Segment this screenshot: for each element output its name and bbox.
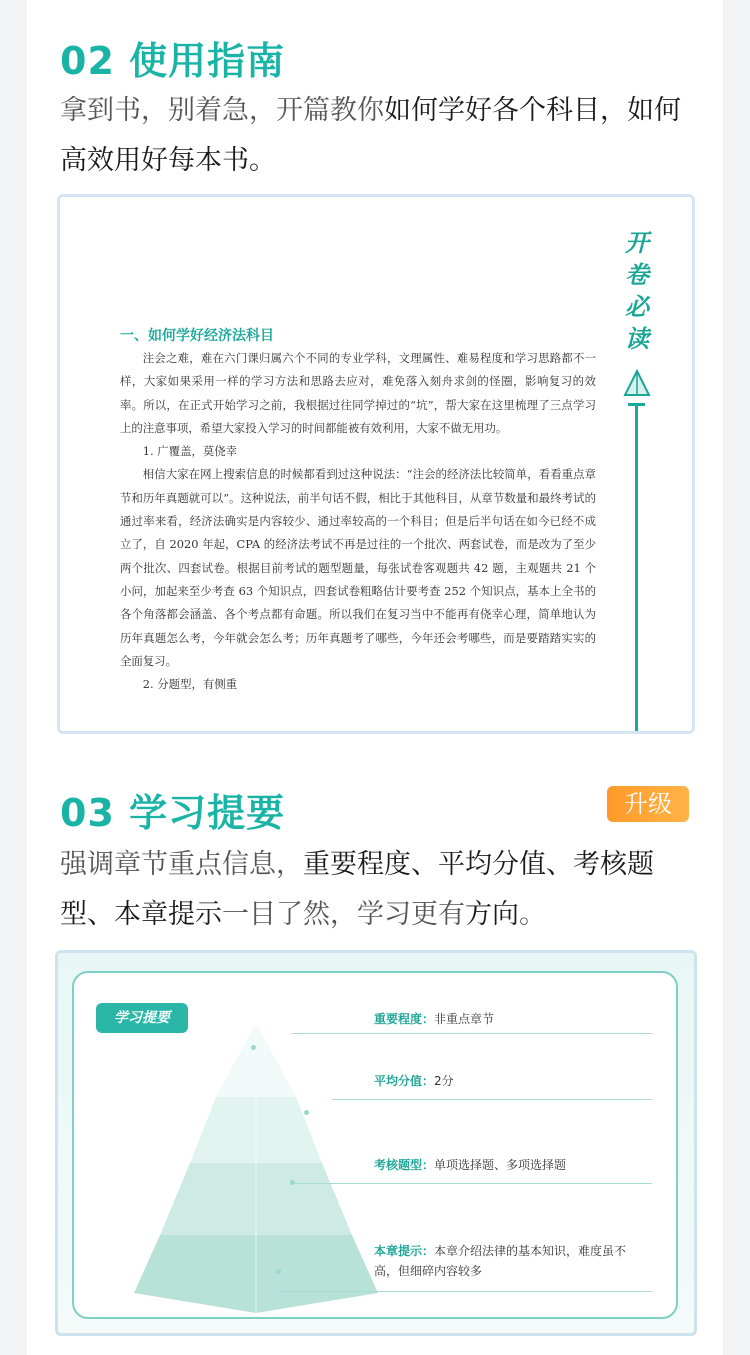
connector-line: [292, 1033, 652, 1034]
paragraph: 相信大家在网上搜索信息的时候都看到过这种说法：“注会的经济法比较简单，看看重点章节和历年真题就可以”。这种说法，前半句话不假，相比于其他科目，从章节数量和最终考试的通过率来看，经济法确实是内容较少、通过率较高的一个科目；但是后半句话在如今已经不成立了，自 2020 年起，CPA 的经济法考试不再是过往的一个批次、两套试卷，而是改为了至少两个批次、四套试卷。根据目前考试的题型题量，每张试卷客观题共 42 题，主观题共 21 个小问，加起来至少考查 63 个知识点，四套试卷粗略估计要考查 252 个知识点，基本上全书的各个角落都会涵盖、各个考点都有命题。所以我们在复习当中不能再有侥幸心理，简单地认为历年真题怎么考，今年就会怎么考；历年真题考了哪些，今年还会考哪些，而是要踏踏实实的全面复习。: [120, 467, 596, 668]
row-key: 平均分值：: [374, 1074, 435, 1088]
content-card: [27, 0, 723, 1355]
upgrade-badge: 升级: [607, 786, 689, 822]
vertical-char: 开: [625, 229, 649, 257]
row-key: 本章提示：: [374, 1244, 435, 1258]
connector-line: [280, 1291, 652, 1292]
connector-dot: [276, 1269, 281, 1274]
desc-emphasis: 重要程度、平均分值、考核题型、本章提示: [60, 849, 654, 930]
section-02-description: [60, 86, 700, 186]
section-03-title: 03 学习提要: [60, 791, 286, 835]
paragraph: 2. 分题型，有侧重: [142, 677, 238, 692]
vertical-char: 必: [625, 293, 649, 321]
row-value: 非重点章节: [434, 1012, 495, 1026]
book-page-preview: [57, 194, 695, 734]
pyramid-graphic: [134, 1023, 394, 1313]
row-key: 重要程度：: [374, 1012, 435, 1026]
summary-row-score: [374, 1071, 454, 1091]
desc-emphasis: 方向: [465, 899, 519, 930]
vertical-rule: [635, 403, 638, 733]
section-02-title: 02 使用指南: [60, 39, 286, 83]
connector-dot: [304, 1110, 309, 1115]
vertical-title: [622, 227, 652, 355]
desc-plain: 一目了然，学习更有: [222, 899, 465, 930]
summary-preview: [55, 950, 697, 1336]
summary-row-importance: [374, 1009, 494, 1029]
summary-row-chapter-tip: [374, 1241, 646, 1281]
vertical-char: 读: [625, 325, 649, 353]
triangle-icon: [623, 369, 651, 399]
summary-row-question-types: [374, 1155, 566, 1175]
desc-plain: 。: [519, 899, 546, 930]
summary-tag: 学习提要: [96, 1003, 188, 1033]
row-key: 考核题型：: [374, 1158, 435, 1172]
desc-plain: 强调章节重点信息，: [60, 849, 303, 880]
row-value: 本章介绍法律的基本知识，难度虽不高，但细碎内容较多: [374, 1244, 627, 1278]
page-body: [120, 347, 596, 696]
row-value: 单项选择题、多项选择题: [434, 1158, 567, 1172]
connector-line: [294, 1183, 652, 1184]
paragraph: 注会之难，难在六门课归属六个不同的专业学科，文理属性、难易程度和学习思路都不一样，大家如果采用一样的学习方法和思路去应对，难免落入刻舟求剑的怪圈，影响复习的效率。所以，在正式开始学习之前，我根据过往同学掉过的“坑”，帮大家在这里梳理了三点学习上的注意事项，希望大家投入学习的时间都能被有效利用，大家不做无用功。: [120, 351, 596, 435]
desc-emphasis: 如何学好各个科目，如何高效用好每本书。: [60, 95, 681, 176]
connector-line: [332, 1099, 652, 1100]
summary-panel: [72, 971, 678, 1319]
section-03-description: [60, 840, 700, 940]
connector-dot: [251, 1045, 256, 1050]
page-heading: 一、如何学好经济法科目: [120, 328, 274, 344]
row-value: 2分: [434, 1074, 454, 1088]
paragraph: 1. 广覆盖，莫侥幸: [142, 444, 238, 459]
vertical-char: 卷: [625, 261, 649, 289]
desc-plain: 拿到书，别着急，开篇教你: [60, 95, 384, 126]
